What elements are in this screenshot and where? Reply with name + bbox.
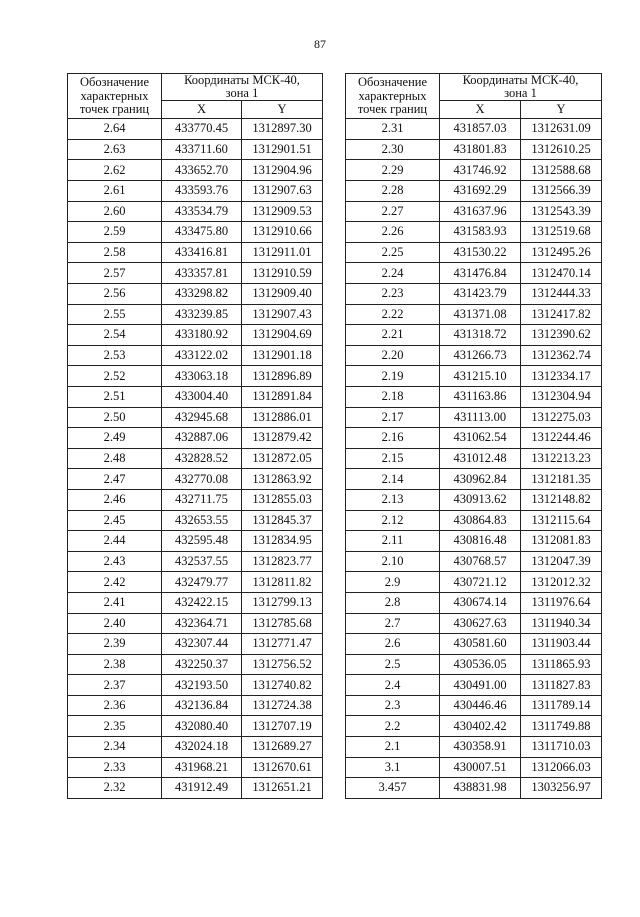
point-id-cell: 2.29	[346, 160, 440, 181]
table-row	[346, 201, 602, 222]
x-coordinate-cell: 432136.84	[162, 695, 242, 716]
point-id-cell: 2.28	[346, 181, 440, 202]
x-coordinate-cell: 431692.29	[440, 181, 521, 202]
y-coordinate-cell: 1312897.30	[242, 119, 323, 140]
x-coordinate-cell: 430358.91	[440, 737, 521, 758]
x-coordinate-cell: 430674.14	[440, 592, 521, 613]
table-row	[346, 263, 602, 284]
table-row	[68, 428, 323, 449]
x-coordinate-cell: 432080.40	[162, 716, 242, 737]
y-coordinate-cell: 1312909.40	[242, 284, 323, 305]
point-id-cell: 2.6	[346, 634, 440, 655]
x-coordinate-cell: 432828.52	[162, 448, 242, 469]
coordinates-header: Координаты МСК-40, зона 1	[162, 74, 323, 101]
y-coordinate-cell: 1312834.95	[242, 531, 323, 552]
table-row	[346, 325, 602, 346]
y-coordinate-cell: 1311789.14	[521, 695, 602, 716]
y-coordinate-cell: 1312872.05	[242, 448, 323, 469]
table-row	[68, 160, 323, 181]
y-coordinate-cell: 1312785.68	[242, 613, 323, 634]
point-id-cell: 2.46	[68, 489, 162, 510]
point-id-cell: 2.32	[68, 778, 162, 799]
point-id-cell: 2.34	[68, 737, 162, 758]
x-coordinate-cell: 431113.00	[440, 407, 521, 428]
table-row	[346, 160, 602, 181]
point-id-cell: 2.23	[346, 284, 440, 305]
x-coordinate-cell: 432250.37	[162, 654, 242, 675]
table-row	[68, 531, 323, 552]
point-id-cell: 2.16	[346, 428, 440, 449]
y-coordinate-cell: 1312610.25	[521, 139, 602, 160]
y-coordinate-cell: 1312901.51	[242, 139, 323, 160]
x-coordinate-cell: 433770.45	[162, 119, 242, 140]
y-coordinate-cell: 1312390.62	[521, 325, 602, 346]
point-id-cell: 2.24	[346, 263, 440, 284]
y-coordinate-cell: 1312901.18	[242, 345, 323, 366]
table-row	[346, 448, 602, 469]
y-coordinate-cell: 1312213.23	[521, 448, 602, 469]
y-column-header: Y	[242, 101, 323, 119]
point-id-cell: 2.5	[346, 654, 440, 675]
point-id-cell: 2.25	[346, 242, 440, 263]
table-row	[68, 613, 323, 634]
table-row	[68, 407, 323, 428]
x-coordinate-cell: 432364.71	[162, 613, 242, 634]
point-id-cell: 2.42	[68, 572, 162, 593]
x-coordinate-cell: 431476.84	[440, 263, 521, 284]
table-row	[346, 592, 602, 613]
point-id-cell: 3.1	[346, 757, 440, 778]
point-id-cell: 2.26	[346, 222, 440, 243]
table-row	[346, 572, 602, 593]
y-coordinate-cell: 1312115.64	[521, 510, 602, 531]
x-coordinate-cell: 432595.48	[162, 531, 242, 552]
y-coordinate-cell: 1312047.39	[521, 551, 602, 572]
point-id-cell: 2.60	[68, 201, 162, 222]
y-coordinate-cell: 1312012.32	[521, 572, 602, 593]
table-row	[68, 551, 323, 572]
table-row	[68, 737, 323, 758]
coordinates-header: Координаты МСК-40, зона 1	[440, 74, 602, 101]
x-coordinate-cell: 430446.46	[440, 695, 521, 716]
y-coordinate-cell: 1312334.17	[521, 366, 602, 387]
x-coordinate-cell: 431163.86	[440, 386, 521, 407]
x-coordinate-cell: 432945.68	[162, 407, 242, 428]
x-coordinate-cell: 430864.83	[440, 510, 521, 531]
point-id-cell: 3.457	[346, 778, 440, 799]
x-coordinate-cell: 431637.96	[440, 201, 521, 222]
table-row	[346, 695, 602, 716]
y-coordinate-cell: 1312148.82	[521, 489, 602, 510]
table-row	[346, 654, 602, 675]
y-coordinate-cell: 1312081.83	[521, 531, 602, 552]
y-coordinate-cell: 1312904.96	[242, 160, 323, 181]
x-coordinate-cell: 432653.55	[162, 510, 242, 531]
y-coordinate-cell: 1312891.84	[242, 386, 323, 407]
table-row	[68, 386, 323, 407]
point-id-cell: 2.38	[68, 654, 162, 675]
x-coordinate-cell: 433063.18	[162, 366, 242, 387]
point-id-cell: 2.54	[68, 325, 162, 346]
y-coordinate-cell: 1312910.59	[242, 263, 323, 284]
table-row	[346, 428, 602, 449]
x-coordinate-cell: 432193.50	[162, 675, 242, 696]
point-id-cell: 2.19	[346, 366, 440, 387]
point-id-cell: 2.62	[68, 160, 162, 181]
x-coordinate-cell: 431318.72	[440, 325, 521, 346]
table-row	[68, 284, 323, 305]
table-row	[68, 654, 323, 675]
x-coordinate-cell: 430581.60	[440, 634, 521, 655]
y-coordinate-cell: 1311827.83	[521, 675, 602, 696]
point-id-cell: 2.30	[346, 139, 440, 160]
point-id-cell: 2.18	[346, 386, 440, 407]
y-coordinate-cell: 1312845.37	[242, 510, 323, 531]
point-id-cell: 2.13	[346, 489, 440, 510]
table-row	[346, 222, 602, 243]
point-id-cell: 2.35	[68, 716, 162, 737]
point-id-cell: 2.40	[68, 613, 162, 634]
x-coordinate-cell: 431912.49	[162, 778, 242, 799]
x-coordinate-cell: 430768.57	[440, 551, 521, 572]
table-row	[68, 778, 323, 799]
y-coordinate-cell: 1312740.82	[242, 675, 323, 696]
x-coordinate-cell: 433534.79	[162, 201, 242, 222]
point-id-cell: 2.57	[68, 263, 162, 284]
x-coordinate-cell: 432024.18	[162, 737, 242, 758]
point-id-cell: 2.27	[346, 201, 440, 222]
table-row	[346, 119, 602, 140]
y-coordinate-cell: 1312631.09	[521, 119, 602, 140]
y-coordinate-cell: 1312886.01	[242, 407, 323, 428]
x-coordinate-cell: 430816.48	[440, 531, 521, 552]
table-row	[346, 139, 602, 160]
y-coordinate-cell: 1312707.19	[242, 716, 323, 737]
table-row	[68, 181, 323, 202]
table-row	[346, 489, 602, 510]
x-coordinate-cell: 433122.02	[162, 345, 242, 366]
y-coordinate-cell: 1312724.38	[242, 695, 323, 716]
table-row	[68, 139, 323, 160]
table-row	[68, 757, 323, 778]
x-coordinate-cell: 433475.80	[162, 222, 242, 243]
point-id-cell: 2.1	[346, 737, 440, 758]
x-coordinate-cell: 431801.83	[440, 139, 521, 160]
table-row	[346, 634, 602, 655]
y-coordinate-cell: 1312495.26	[521, 242, 602, 263]
x-coordinate-cell: 433180.92	[162, 325, 242, 346]
x-coordinate-cell: 433416.81	[162, 242, 242, 263]
x-coordinate-cell: 430721.12	[440, 572, 521, 593]
point-id-cell: 2.50	[68, 407, 162, 428]
point-id-cell: 2.22	[346, 304, 440, 325]
point-id-cell: 2.36	[68, 695, 162, 716]
x-coordinate-cell: 430962.84	[440, 469, 521, 490]
table-row	[68, 263, 323, 284]
table-row	[346, 345, 602, 366]
x-coordinate-cell: 432711.75	[162, 489, 242, 510]
x-coordinate-cell: 431062.54	[440, 428, 521, 449]
point-id-cell: 2.47	[68, 469, 162, 490]
point-id-cell: 2.45	[68, 510, 162, 531]
y-column-header: Y	[521, 101, 602, 119]
y-coordinate-cell: 1312066.03	[521, 757, 602, 778]
point-designation-header: Обозначение характерных точек границ	[346, 74, 440, 119]
point-id-cell: 2.20	[346, 345, 440, 366]
point-id-cell: 2.44	[68, 531, 162, 552]
coordinates-table-left	[67, 73, 323, 799]
point-id-cell: 2.51	[68, 386, 162, 407]
point-id-cell: 2.53	[68, 345, 162, 366]
x-column-header: X	[440, 101, 521, 119]
table-row	[68, 489, 323, 510]
table-row	[68, 222, 323, 243]
x-coordinate-cell: 431012.48	[440, 448, 521, 469]
y-coordinate-cell: 1312911.01	[242, 242, 323, 263]
table-row	[68, 366, 323, 387]
table-row	[346, 181, 602, 202]
point-id-cell: 2.43	[68, 551, 162, 572]
table-row	[346, 284, 602, 305]
point-id-cell: 2.59	[68, 222, 162, 243]
point-id-cell: 2.21	[346, 325, 440, 346]
point-id-cell: 2.3	[346, 695, 440, 716]
table-row	[346, 469, 602, 490]
x-coordinate-cell: 431857.03	[440, 119, 521, 140]
point-id-cell: 2.49	[68, 428, 162, 449]
point-id-cell: 2.10	[346, 551, 440, 572]
y-coordinate-cell: 1312670.61	[242, 757, 323, 778]
point-id-cell: 2.15	[346, 448, 440, 469]
x-coordinate-cell: 432479.77	[162, 572, 242, 593]
point-id-cell: 2.39	[68, 634, 162, 655]
point-id-cell: 2.2	[346, 716, 440, 737]
point-id-cell: 2.7	[346, 613, 440, 634]
y-coordinate-cell: 1312651.21	[242, 778, 323, 799]
x-coordinate-cell: 431746.92	[440, 160, 521, 181]
y-coordinate-cell: 1312275.03	[521, 407, 602, 428]
y-coordinate-cell: 1312181.35	[521, 469, 602, 490]
point-id-cell: 2.37	[68, 675, 162, 696]
x-coordinate-cell: 430402.42	[440, 716, 521, 737]
table-row	[346, 386, 602, 407]
point-id-cell: 2.11	[346, 531, 440, 552]
coordinates-table-right	[345, 73, 602, 799]
y-coordinate-cell: 1311749.88	[521, 716, 602, 737]
x-coordinate-cell: 433004.40	[162, 386, 242, 407]
x-coordinate-cell: 431371.08	[440, 304, 521, 325]
table-row	[68, 304, 323, 325]
table-row	[68, 695, 323, 716]
y-coordinate-cell: 1312543.39	[521, 201, 602, 222]
point-id-cell: 2.8	[346, 592, 440, 613]
point-id-cell: 2.58	[68, 242, 162, 263]
table-row	[346, 304, 602, 325]
x-coordinate-cell: 433711.60	[162, 139, 242, 160]
x-coordinate-cell: 433298.82	[162, 284, 242, 305]
x-column-header: X	[162, 101, 242, 119]
x-coordinate-cell: 431530.22	[440, 242, 521, 263]
x-coordinate-cell: 433593.76	[162, 181, 242, 202]
y-coordinate-cell: 1312863.92	[242, 469, 323, 490]
y-coordinate-cell: 1311976.64	[521, 592, 602, 613]
table-row	[68, 592, 323, 613]
point-id-cell: 2.64	[68, 119, 162, 140]
x-coordinate-cell: 432307.44	[162, 634, 242, 655]
y-coordinate-cell: 1312855.03	[242, 489, 323, 510]
y-coordinate-cell: 1312799.13	[242, 592, 323, 613]
point-id-cell: 2.55	[68, 304, 162, 325]
y-coordinate-cell: 1312771.47	[242, 634, 323, 655]
table-row	[68, 119, 323, 140]
y-coordinate-cell: 1312362.74	[521, 345, 602, 366]
y-coordinate-cell: 1312417.82	[521, 304, 602, 325]
y-coordinate-cell: 1312756.52	[242, 654, 323, 675]
x-coordinate-cell: 431968.21	[162, 757, 242, 778]
table-row	[68, 716, 323, 737]
y-coordinate-cell: 1303256.97	[521, 778, 602, 799]
table-row	[346, 531, 602, 552]
x-coordinate-cell: 432422.15	[162, 592, 242, 613]
y-coordinate-cell: 1312588.68	[521, 160, 602, 181]
table-row	[68, 201, 323, 222]
x-coordinate-cell: 432887.06	[162, 428, 242, 449]
point-id-cell: 2.63	[68, 139, 162, 160]
y-coordinate-cell: 1312566.39	[521, 181, 602, 202]
table-row	[346, 613, 602, 634]
y-coordinate-cell: 1312879.42	[242, 428, 323, 449]
y-coordinate-cell: 1311710.03	[521, 737, 602, 758]
y-coordinate-cell: 1312519.68	[521, 222, 602, 243]
table-row	[68, 675, 323, 696]
point-id-cell: 2.48	[68, 448, 162, 469]
y-coordinate-cell: 1312823.77	[242, 551, 323, 572]
table-row	[68, 634, 323, 655]
y-coordinate-cell: 1312909.53	[242, 201, 323, 222]
y-coordinate-cell: 1312904.69	[242, 325, 323, 346]
page-number: 87	[314, 37, 326, 51]
point-id-cell: 2.41	[68, 592, 162, 613]
y-coordinate-cell: 1312896.89	[242, 366, 323, 387]
y-coordinate-cell: 1312304.94	[521, 386, 602, 407]
x-coordinate-cell: 431583.93	[440, 222, 521, 243]
x-coordinate-cell: 430913.62	[440, 489, 521, 510]
point-id-cell: 2.4	[346, 675, 440, 696]
x-coordinate-cell: 431423.79	[440, 284, 521, 305]
y-coordinate-cell: 1312689.27	[242, 737, 323, 758]
x-coordinate-cell: 430627.63	[440, 613, 521, 634]
point-id-cell: 2.17	[346, 407, 440, 428]
x-coordinate-cell: 430491.00	[440, 675, 521, 696]
y-coordinate-cell: 1312244.46	[521, 428, 602, 449]
point-id-cell: 2.31	[346, 119, 440, 140]
table-row	[346, 551, 602, 572]
table-row	[68, 325, 323, 346]
table-row	[346, 407, 602, 428]
y-coordinate-cell: 1311903.44	[521, 634, 602, 655]
table-row	[346, 757, 602, 778]
table-row	[346, 242, 602, 263]
table-row	[68, 242, 323, 263]
x-coordinate-cell: 430536.05	[440, 654, 521, 675]
x-coordinate-cell: 433652.70	[162, 160, 242, 181]
table-row	[346, 675, 602, 696]
table-row	[68, 345, 323, 366]
y-coordinate-cell: 1311865.93	[521, 654, 602, 675]
point-id-cell: 2.56	[68, 284, 162, 305]
x-coordinate-cell: 433239.85	[162, 304, 242, 325]
x-coordinate-cell: 438831.98	[440, 778, 521, 799]
x-coordinate-cell: 431266.73	[440, 345, 521, 366]
table-row	[68, 469, 323, 490]
point-id-cell: 2.33	[68, 757, 162, 778]
x-coordinate-cell: 430007.51	[440, 757, 521, 778]
point-id-cell: 2.14	[346, 469, 440, 490]
x-coordinate-cell: 433357.81	[162, 263, 242, 284]
table-row	[346, 778, 602, 799]
x-coordinate-cell: 432537.55	[162, 551, 242, 572]
point-designation-header: Обозначение характерных точек границ	[68, 74, 162, 119]
table-row	[346, 510, 602, 531]
y-coordinate-cell: 1312811.82	[242, 572, 323, 593]
table-row	[346, 366, 602, 387]
point-id-cell: 2.12	[346, 510, 440, 531]
table-row	[346, 716, 602, 737]
point-id-cell: 2.9	[346, 572, 440, 593]
y-coordinate-cell: 1312470.14	[521, 263, 602, 284]
point-id-cell: 2.52	[68, 366, 162, 387]
table-row	[68, 448, 323, 469]
y-coordinate-cell: 1311940.34	[521, 613, 602, 634]
x-coordinate-cell: 431215.10	[440, 366, 521, 387]
point-id-cell: 2.61	[68, 181, 162, 202]
table-row	[68, 510, 323, 531]
y-coordinate-cell: 1312907.43	[242, 304, 323, 325]
y-coordinate-cell: 1312910.66	[242, 222, 323, 243]
table-row	[68, 572, 323, 593]
y-coordinate-cell: 1312444.33	[521, 284, 602, 305]
y-coordinate-cell: 1312907.63	[242, 181, 323, 202]
table-row	[346, 737, 602, 758]
x-coordinate-cell: 432770.08	[162, 469, 242, 490]
